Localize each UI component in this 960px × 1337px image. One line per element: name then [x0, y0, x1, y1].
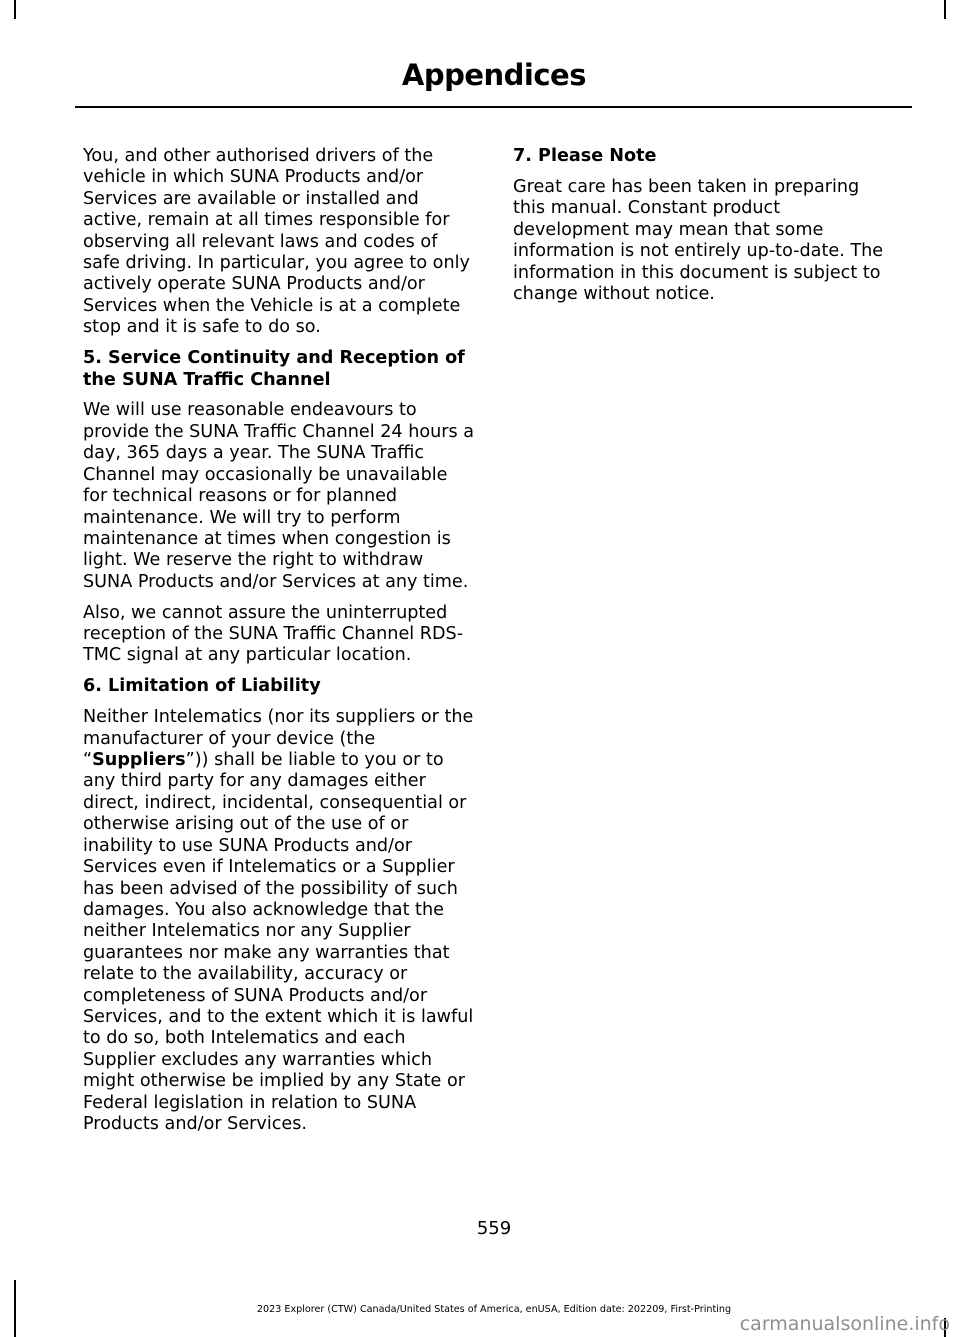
- suppliers-term: Suppliers: [92, 750, 186, 771]
- paragraph-service-availability: We will use reasonable endeavours to provide the SUNA Traffic Channel 24 hours a day, 365 days a year. The SUNA Traffic Channel may occasionally be unavailable for technical reasons or for planned maintenance. We will try to perform maintenance at times when congestion is light. We reserve the right to withdraw SUNA Products and/or Services at any time.: [83, 400, 475, 592]
- paragraph-reception: Also, we cannot assure the uninterrupted reception of the SUNA Traffic Channel RDS-TMC signal at any particular location.: [83, 602, 464, 666]
- paragraph-liability: [83, 707, 477, 1135]
- page-number: 559: [476, 1218, 512, 1239]
- liability-text-end: ”)) shall be liable to you or to any third party for any damages either direct, indirect, incidental, consequential or otherwise arising out of the use of or inability to use SUNA Products and/or Services even if Intelematics or a Supplier has been advised of the possibility of such damages. You also acknowledge that the neither Intelematics nor any Supplier guarantees nor make any warranties that relate to the availability, accuracy or completeness of SUNA Products and/or Services, and to the extent which it is lawful to do so, both Intelematics and each Supplier excludes any warranties which might otherwise be implied by any State or Federal legislation in relation to SUNA Products and/or Services.: [83, 750, 474, 1134]
- paragraph-driver-responsibility: You, and other authorised drivers of the vehicle in which SUNA Products and/or Services are available or installed and active, remain at all times responsible for observing all relevant laws and codes of safe driving. In particular, you agree to only actively operate SUNA Products and/or Services when the Vehicle is at a complete stop and it is safe to do so.: [83, 146, 470, 338]
- right-column: [513, 146, 893, 315]
- watermark[interactable]: carmanualsonline.info: [739, 1313, 950, 1335]
- page-title: Appendices: [401, 58, 586, 92]
- crop-mark-top-right: [944, 0, 946, 19]
- paragraph-please-note: Great care has been taken in preparing this manual. Constant product development may mean that some information is not entirely up-to-date. The information in this document is subject to change without notice.: [513, 176, 884, 304]
- left-column: [83, 146, 477, 1145]
- heading-service-continuity: 5. Service Continuity and Reception of the SUNA Traffic Channel: [83, 348, 465, 390]
- heading-please-note: 7. Please Note: [513, 146, 657, 166]
- edition-footer: 2023 Explorer (CTW) Canada/United States of America, enUSA, Edition date: 202209, First-Printing: [256, 1304, 732, 1315]
- heading-limitation-of-liability: 6. Limitation of Liability: [83, 676, 321, 697]
- liability-text-start: Neither Intelematics (nor its suppliers or the manufacturer of your device (the “: [83, 707, 474, 771]
- header-divider: [75, 106, 912, 108]
- crop-mark-top-left: [14, 0, 16, 19]
